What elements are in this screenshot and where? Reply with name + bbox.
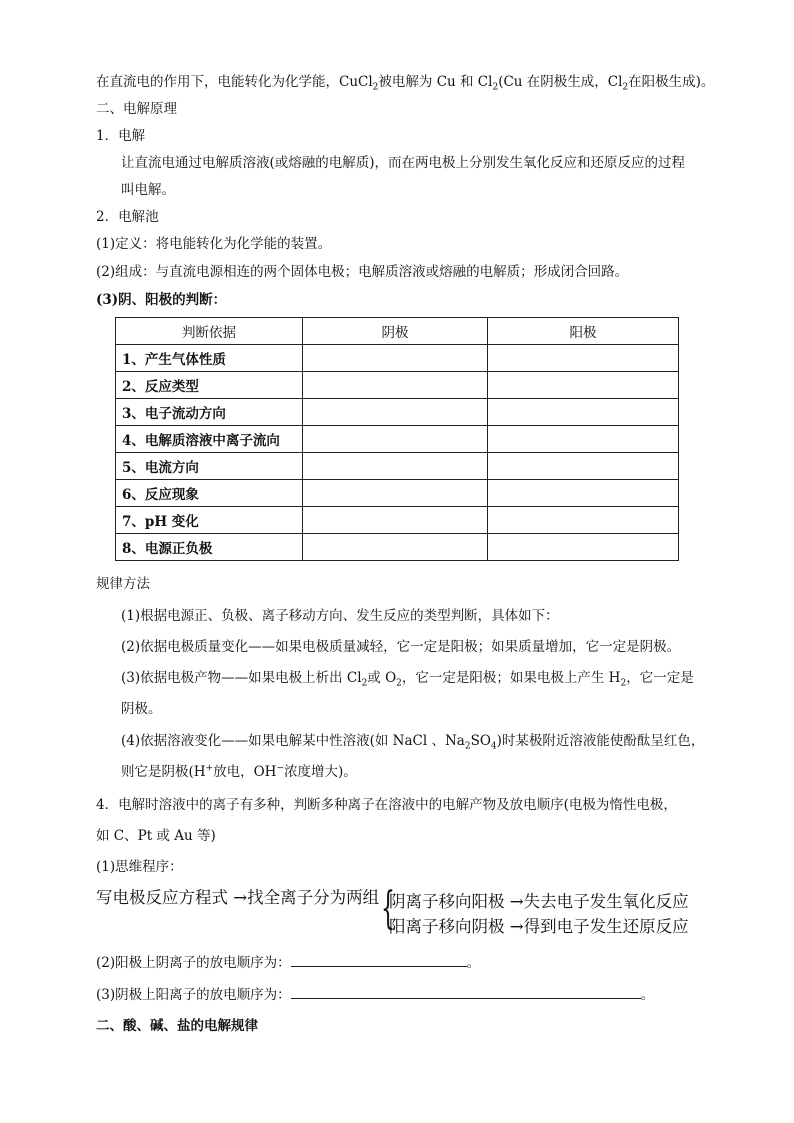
table-row [116,345,679,372]
table-header-cell: 阴极 [303,318,488,345]
blank-cell[interactable] [303,426,488,453]
anode-order-question: (2)阳极上阴离子的放电顺序为： 。 [96,952,480,973]
cathode-order-question: (3)阴极上阳离子的放电顺序为： 。 [96,984,654,1005]
table-row [116,372,679,399]
blank-cell[interactable] [303,453,488,480]
rule-2: (2)依据电极质量变化——如果电极质量减轻，它一定是阳极；如果质量增加，它一定是阴极。 [121,639,681,655]
blank-cell[interactable] [488,480,679,507]
blank-cell[interactable] [488,372,679,399]
rule-3: (3)依据电极产物——如果电极上析出 $Cl_2$或 $O_2$，它一定是阳极；如果电极上产生 $H_2$，它一定是 [121,670,694,689]
rule-4: (4)依据溶液变化——如果电解某中性溶液(如 NaCl 、$Na_2SO_4$)时某极附近溶液能使酚酞呈红色， [121,733,705,752]
thinking-procedure-label: (1)思维程序： [96,859,183,875]
row-label: 8、电源正负极 [116,534,303,561]
next-section-heading: 二、酸、碱、盐的电解规律 [96,1018,258,1034]
answer-blank[interactable] [291,952,467,967]
row-label: 3、电子流动方向 [116,399,303,426]
table-header-cell: 阳极 [488,318,679,345]
row-label: 4、电解质溶液中离子流向 [116,426,303,453]
blank-cell[interactable] [488,453,679,480]
subsection-title-cell: 2．电解池 [96,209,159,225]
blank-cell[interactable] [488,534,679,561]
intro-paragraph: 在直流电的作用下，电能转化为化学能，CuCl$_2$被电解为 Cu 和 $Cl_2(Cu$ 在阴极生成，$Cl_2$在阳极生成)。 [96,74,715,93]
judgement-title: (3)阴、阳极的判断： [96,292,227,308]
row-label: 7、pH 变化 [116,507,303,534]
row-label: 2、反应类型 [116,372,303,399]
flow-left-text: 写电极反应方程式 →找全离子分为两组 [96,888,380,907]
electrode-judgement-table [115,317,679,561]
left-brace-icon: { [381,883,395,934]
table-row [116,399,679,426]
row-label: 1、产生气体性质 [116,345,303,372]
blank-cell[interactable] [303,372,488,399]
electrolysis-definition-line1: 让直流电通过电解质溶液(或熔融的电解质)，而在两电极上分别发生氧化反应和还原反应的过程 [121,155,686,171]
rule-4-cont: 则它是阴极(H+放电，OH−浓度增大)。 [121,763,357,780]
rule-1: (1)根据电源正、负极、离子移动方向、发生反应的类型判断，具体如下： [121,608,559,624]
electrolysis-definition-line2: 叫电解。 [121,182,175,198]
blank-cell[interactable] [303,534,488,561]
blank-cell[interactable] [488,345,679,372]
blank-cell[interactable] [303,480,488,507]
table-row [116,507,679,534]
cell-composition: (2)组成：与直流电源相连的两个固体电极；电解质溶液或熔融的电解质；形成闭合回路。 [96,264,629,280]
row-label: 6、反应现象 [116,480,303,507]
answer-blank[interactable] [291,984,641,999]
cell-definition: (1)定义：将电能转化为化学能的装置。 [96,236,332,252]
rule-3-cont: 阴极。 [121,701,162,717]
blank-cell[interactable] [488,507,679,534]
blank-cell[interactable] [488,399,679,426]
blank-cell[interactable] [303,399,488,426]
subsection-title-electrolysis: 1．电解 [96,128,146,144]
table-row [116,534,679,561]
flow-branch-cation: 阳离子移向阴极 →得到电子发生还原反应 [389,917,689,936]
section4-paragraph-line2: 如 C、Pt 或 Au 等) [96,828,216,844]
blank-cell[interactable] [303,507,488,534]
section-heading: 二、电解原理 [96,101,177,117]
table-row [116,453,679,480]
row-label: 5、电流方向 [116,453,303,480]
table-header-row [116,318,679,345]
rules-title: 规律方法 [96,576,150,592]
blank-cell[interactable] [488,426,679,453]
table-row [116,480,679,507]
section4-paragraph-line1: 4．电解时溶液中的离子有多种，判断多种离子在溶液中的电解产物及放电顺序(电极为惰性电极， [96,797,677,813]
table-row [116,426,679,453]
table-header-cell: 判断依据 [116,318,303,345]
flow-branch-anion: 阴离子移向阳极 →失去电子发生氧化反应 [389,892,689,911]
blank-cell[interactable] [303,345,488,372]
